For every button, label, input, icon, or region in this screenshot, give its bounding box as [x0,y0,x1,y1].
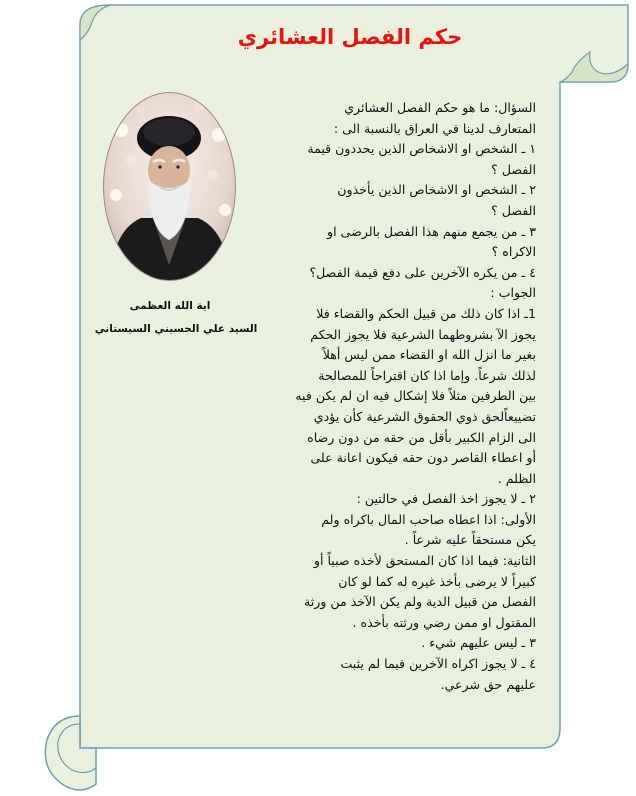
text-line: ٣ ـ من يجمع منهم هذا الفصل بالرضى او [327,223,536,239]
text-line: الى الزام الكبير بأقل من حقه من دون رضاه [307,429,536,445]
text-line: الفصل ؟ [491,161,536,177]
text-line: المتعارف لدينا في العراق بالنسبة الى : [333,120,536,136]
text-line: لذلك شرعاً. وإما اذا كان اقتراحاً للمصالحة [318,367,536,383]
text-line: كبيراً لا يرضى بأخذ غيره له كما لو كان [338,573,536,589]
text-line: عليهم حق شرعي. [440,676,536,692]
text-line: بغير ما انزل الله او القضاء ممن ليس أهلاً [322,347,536,363]
text-line: الجواب : [490,285,536,301]
portrait-image [101,90,238,283]
text-line: الثانية: فيما اذا كان المستحق لأخذه صبياً أو [313,553,536,569]
cleric-title: اية الله العظمى [129,300,211,312]
text-line: السؤال: ما هو حكم الفصل العشائري [344,100,536,115]
text-line: يجوز الآ بشروطهما الشرعية فلا يجوز الحكم [310,326,536,342]
text-line: ٤ ـ من يكره الآخرين على دفع قيمة الفصل؟ [309,264,536,280]
text-line: ٣ ـ ليس عليهم شيء . [421,635,536,651]
text-line: ٤ ـ لا يجوز اكراه الآخرين فيما لم يثبت [340,656,536,672]
text-line: بين الطرفين مثلاً فلا إشكال فيه ان لم يكن فيه [295,388,536,404]
fatwa-text [278,98,536,695]
text-line: ٢ ـ الشخص او الاشخاص الذين يأخذون [337,182,536,198]
text-line: ١ ـ الشخص او الاشخاص الذين يحددون قيمة [307,141,536,157]
text-line: الظلم . [497,470,536,486]
cleric-name: السيد علي الحسيني السيستاني [94,323,258,335]
text-line: تضييعاًلحق ذوي الحقوق الشرعية كأن يؤدي [313,408,536,424]
text-line: 1ـ اذا كان ذلك من قبيل الحكم والقضاء فلا [316,305,536,321]
text-line: يكن مستحقاً عليه شرعاً . [404,532,536,548]
text-line: المقتول او ممن رضي ورثته بأخذه . [352,614,536,630]
text-line: أو اعطاء القاصر دون حقه فيكون اعانة على [310,450,536,466]
page-title: حكم الفصل العشائري [237,25,463,49]
text-line: الفصل من قبيل الدية ولم يكن الآخذ من ورثة [303,594,536,610]
text-line: الأولى: اذا اعطاه صاحب المال باكراه ولم [321,511,536,527]
text-line: ٢ ـ لا يجوز اخذ الفصل في حالتين : [356,491,536,507]
text-line: الاكراه ؟ [491,244,536,260]
text-line: الفصل ؟ [491,202,536,218]
